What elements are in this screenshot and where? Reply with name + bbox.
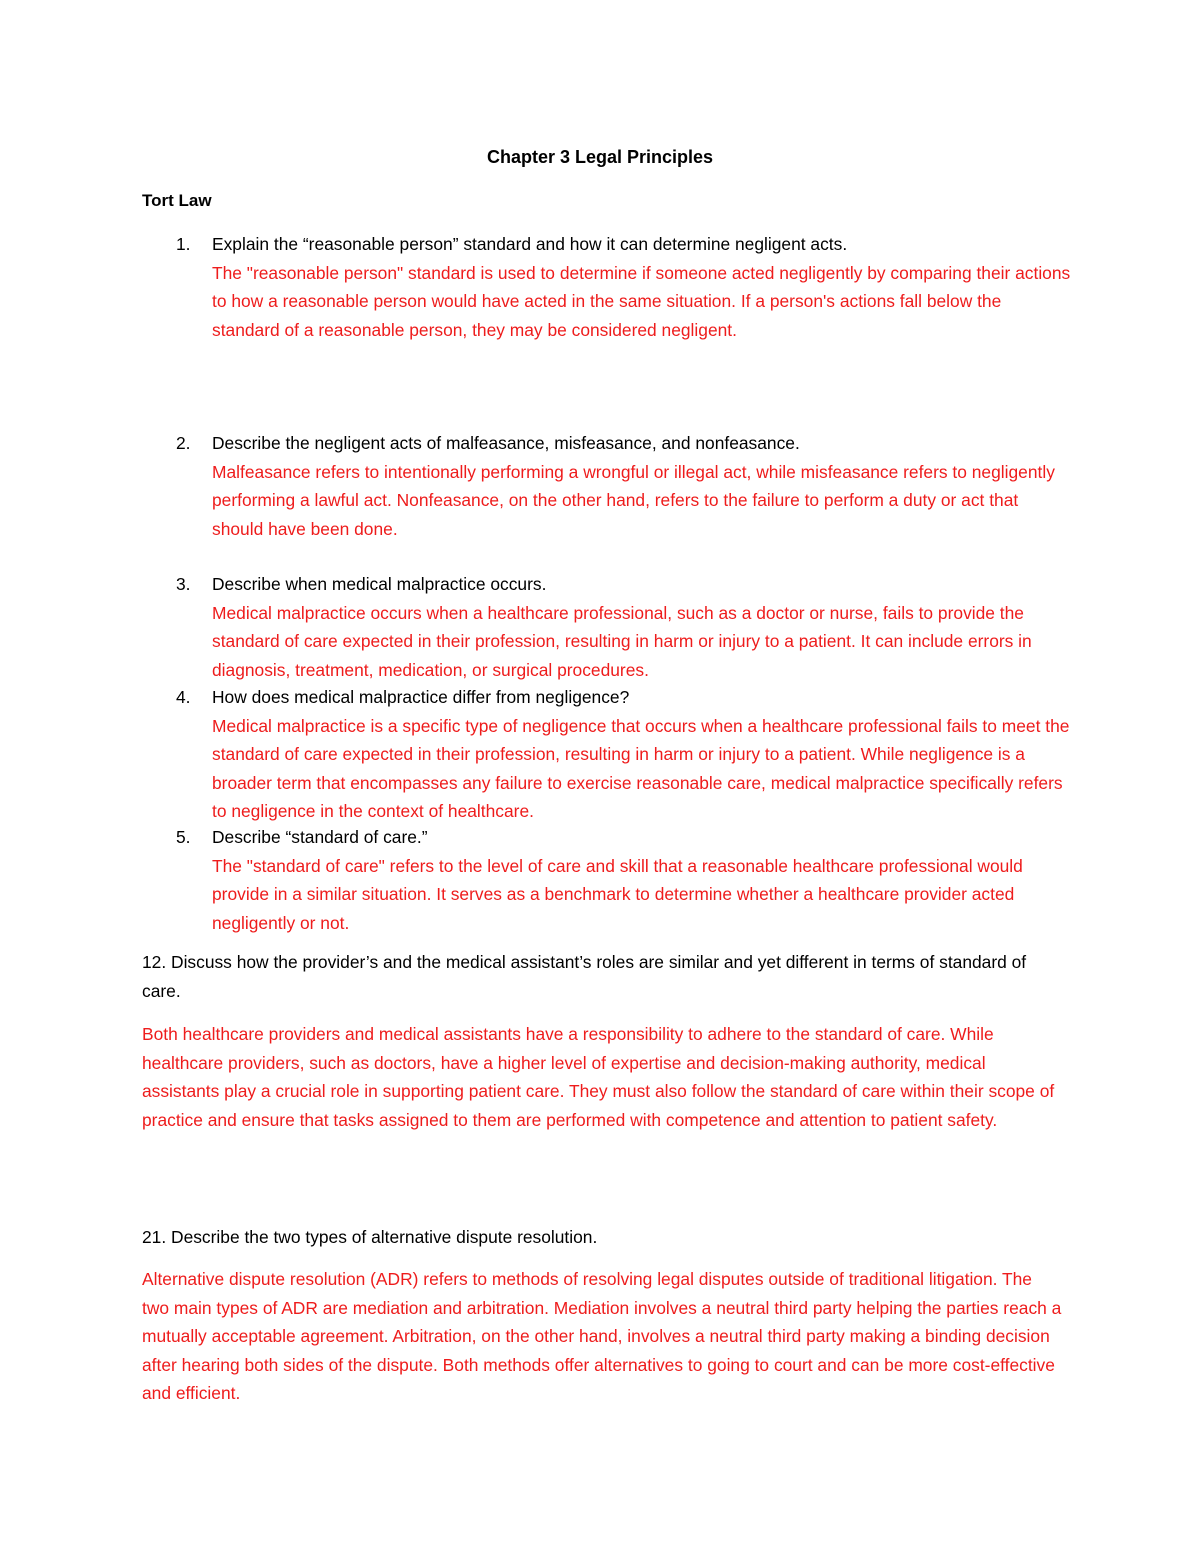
answer-text: Medical malpractice is a specific type of negligence that occurs when a healthcare professional fails to meet the standard of care expected in their profession, resulting in harm or injury to a patient. While negligence is a broader term that encompasses any failure to exercise reasonable care, medical malpractice specifically refers to negligence in the context of healthcare.	[212, 715, 1070, 821]
question-item-1	[142, 230, 1072, 344]
question-item-3	[142, 570, 1072, 684]
section-heading: Tort Law	[142, 191, 212, 210]
question-number: 1.	[176, 234, 191, 254]
answer-text: Medical malpractice occurs when a healthcare professional, such as a doctor or nurse, fails to provide the standard of care expected in their profession, resulting in harm or injury to a patient. It can include errors in diagnosis, treatment, medication, or surgical procedures.	[212, 602, 1032, 680]
question-text: Explain the “reasonable person” standard and how it can determine negligent acts.	[212, 234, 848, 254]
page-title: Chapter 3 Legal Principles	[486, 147, 714, 167]
question-number: 4.	[176, 687, 191, 707]
question-text: Describe when medical malpractice occurs.	[212, 574, 547, 594]
question-number: 5.	[176, 827, 191, 847]
question-21-text: 21. Describe the two types of alternative dispute resolution.	[142, 1227, 598, 1247]
answer-text: The "standard of care" refers to the level of care and skill that a reasonable healthcare professional would provide in a similar situation. It serves as a benchmark to determine whether a healthcare provider acted negligently or not.	[212, 855, 1023, 933]
question-number: 2.	[176, 433, 191, 453]
question-12-answer: Both healthcare providers and medical assistants have a responsibility to adhere to the standard of care. While healthcare providers, such as doctors, have a higher level of expertise and decision-making authority, medical assistants play a crucial role in supporting patient care. They must also follow the standard of care within their scope of practice and ensure that tasks assigned to them are performed with competence and attention to patient safety.	[142, 1024, 1055, 1130]
question-text: Describe the negligent acts of malfeasance, misfeasance, and nonfeasance.	[212, 433, 800, 453]
answer-text: The "reasonable person" standard is used to determine if someone acted negligently by comparing their actions to how a reasonable person would have acted in the same situation. If a person's actions fall below the standard of a reasonable person, they may be considered negligent.	[212, 262, 1071, 340]
question-item-4	[142, 683, 1072, 826]
question-21-answer: Alternative dispute resolution (ADR) refers to methods of resolving legal disputes outside of traditional litigation. The two main types of ADR are mediation and arbitration. Mediation involves a neutral third party helping the parties reach a mutually acceptable agreement. Arbitration, on the other hand, involves a neutral third party making a binding decision after hearing both sides of the dispute. Both methods offer alternatives to going to court and can be more cost-effective and efficient.	[142, 1269, 1062, 1403]
question-12-text: 12. Discuss how the provider’s and the medical assistant’s roles are similar and yet different in terms of standard of care.	[142, 952, 1027, 1001]
question-item-5	[142, 823, 1072, 937]
answer-text: Malfeasance refers to intentionally performing a wrongful or illegal act, while misfeasance refers to negligently performing a lawful act. Nonfeasance, on the other hand, refers to the failure to perform a duty or act that should have been done.	[212, 461, 1055, 539]
question-text: How does medical malpractice differ from negligence?	[212, 687, 630, 707]
question-text: Describe “standard of care.”	[212, 827, 428, 847]
question-number: 3.	[176, 574, 191, 594]
question-item-2	[142, 429, 1072, 543]
